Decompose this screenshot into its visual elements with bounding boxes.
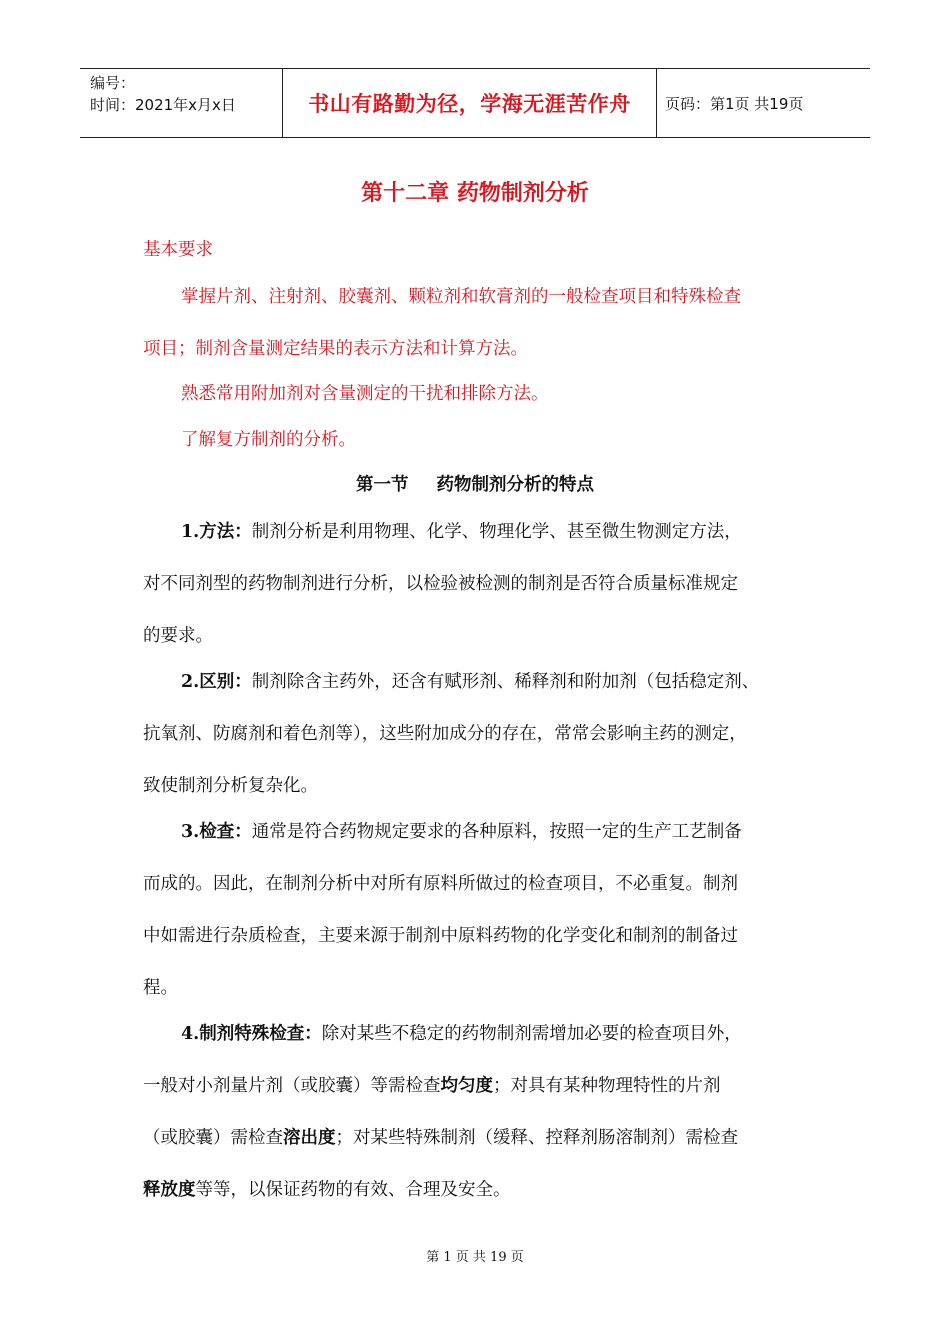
paragraph-line: 中如需进行杂质检查，主要来源于制剂中原料药物的化学变化和制剂的制备过 [143, 926, 738, 946]
item-text: 等等，以保证药物的有效、合理及安全。 [195, 1180, 511, 1200]
section-heading [0, 471, 950, 496]
header-motto: 书山有路勤为径，学海无涯苦作舟 [308, 92, 631, 116]
item-text: ；对某些特殊制剂（缓释、控释剂肠溶制剂）需检查 [335, 1128, 738, 1148]
requirements-line: 了解复方制剂的分析。 [181, 430, 356, 450]
requirements-line: 项目；制剂含量测定结果的表示方法和计算方法。 [143, 339, 528, 359]
section-number: 第一节 [356, 475, 409, 495]
requirements-line: 熟悉常用附加剂对含量测定的干扰和排除方法。 [181, 384, 549, 404]
requirements-heading: 基本要求 [143, 240, 213, 260]
number-label: 编号： [90, 74, 136, 92]
header-table [80, 68, 870, 138]
item-text: 除对某些不稳定的药物制剂需增加必要的检查项目外， [321, 1024, 742, 1044]
paragraph-line: 对不同剂型的药物制剂进行分析，以检验被检测的制剂是否符合质量标准规定 [143, 574, 738, 594]
item-text: ；对具有某种物理特性的片剂 [493, 1076, 721, 1096]
item-label: 4.制剂特殊检查： [181, 1024, 322, 1044]
paragraph-line: 致使制剂分析复杂化。 [143, 776, 318, 796]
page-footer: 第 1 页 共 19 页 [426, 1250, 524, 1265]
paragraph-line [181, 818, 742, 843]
paragraph-line [143, 1176, 511, 1201]
item-label: 3.检查： [181, 822, 252, 842]
section-name: 药物制剂分析的特点 [436, 475, 594, 495]
key-term: 均匀度 [440, 1076, 493, 1096]
paragraph-line [181, 1020, 742, 1045]
header-motto-cell [282, 69, 657, 137]
paragraph-line [181, 518, 742, 543]
item-text: 制剂除含主药外，还含有赋形剂、稀释剂和附加剂（包括稳定剂、 [251, 672, 760, 692]
item-label: 2.区别： [181, 672, 252, 692]
paragraph-line: 而成的。因此，在制剂分析中对所有原料所做过的检查项目，不必重复。制剂 [143, 874, 738, 894]
requirements-line: 掌握片剂、注射剂、胶囊剂、颗粒剂和软膏剂的一般检查项目和特殊检查 [181, 287, 741, 307]
item-label: 1.方法： [181, 522, 252, 542]
header-page-info: 页码：第1页 共19页 [665, 94, 804, 113]
paragraph-line: 的要求。 [143, 626, 213, 646]
time-label: 时间：2021年x月x日 [90, 96, 236, 114]
chapter-title: 第十二章 药物制剂分析 [361, 181, 589, 206]
paragraph-line: 程。 [143, 978, 178, 998]
paragraph-line [143, 1124, 738, 1149]
key-term: 溶出度 [283, 1128, 336, 1148]
item-text: 制剂分析是利用物理、化学、物理化学、甚至微生物测定方法， [251, 522, 742, 542]
item-text: 一般对小剂量片剂（或胶囊）等需检查 [143, 1076, 441, 1096]
paragraph-line: 抗氧剂、防腐剂和着色剂等），这些附加成分的存在，常常会影响主药的测定， [143, 724, 747, 744]
paragraph-line [143, 1072, 721, 1097]
key-term: 释放度 [143, 1180, 196, 1200]
item-text: （或胶囊）需检查 [143, 1128, 283, 1148]
header-meta [80, 69, 282, 137]
item-text: 通常是符合药物规定要求的各种原料，按照一定的生产工艺制备 [251, 822, 742, 842]
paragraph-line [181, 668, 759, 693]
